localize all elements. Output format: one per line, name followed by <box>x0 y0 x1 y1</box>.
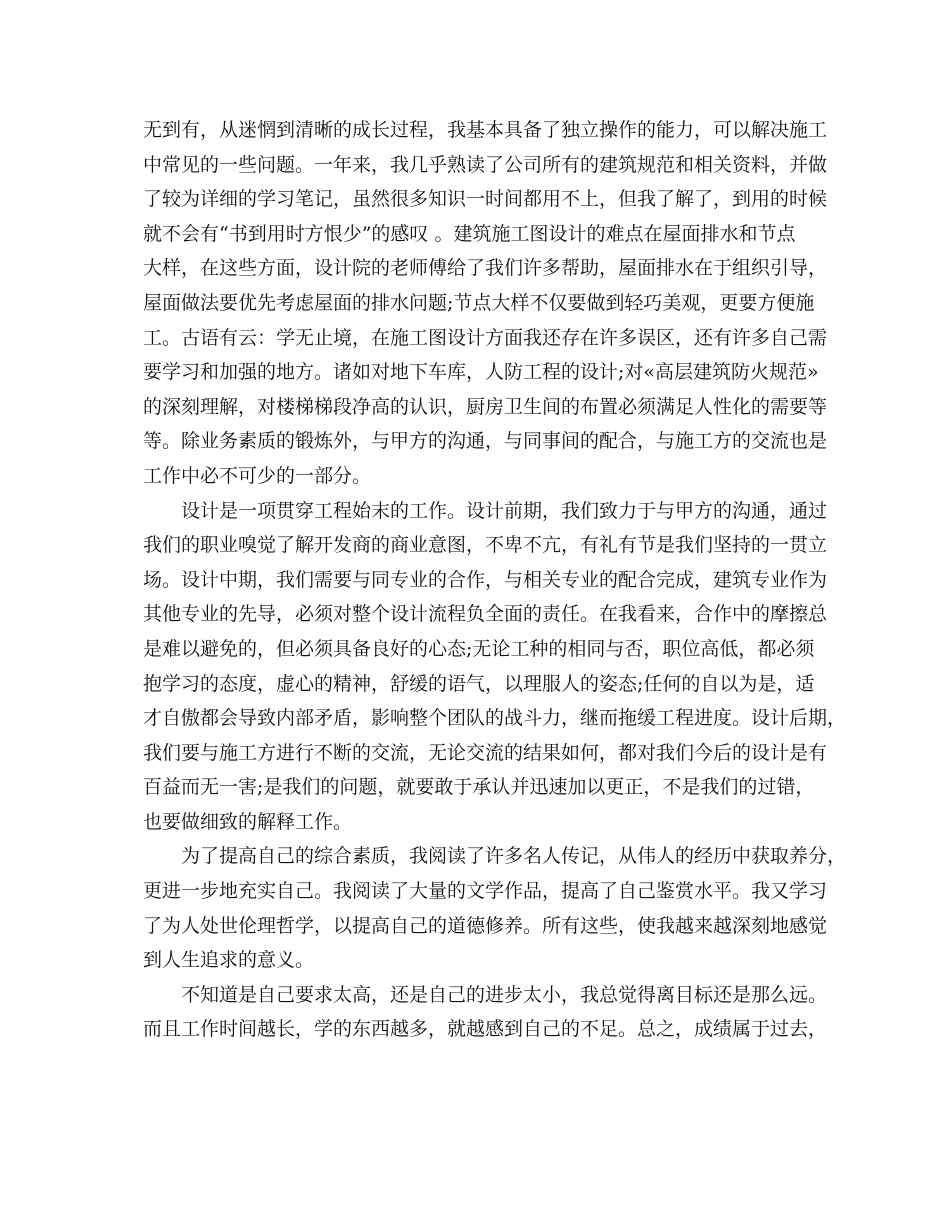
text-line: 才自傲都会导致内部矛盾，影响整个团队的战斗力，继而拖缓工程进度。设计后期， <box>143 707 847 730</box>
text-line: 而且工作时间越长，学的东西越多，就越感到自己的不足。总之，成绩属于过去， <box>143 1018 828 1041</box>
text-line: 百益而无一害;是我们的问题，就要敢于承认并迅速加以更正，不是我们的过错， <box>143 776 815 799</box>
document-body <box>143 113 847 1047</box>
text-line: 是难以避免的，但必须具备良好的心态;无论工种的相同与否，职位高低，都必须 <box>143 637 815 660</box>
text-line: 工作中必不可少的一部分。 <box>143 464 372 487</box>
text-line: 我们的职业嗅觉了解开发商的商业意图，不卑不亢，有礼有节是我们坚持的一贯立 <box>143 534 828 557</box>
text-line: 无到有，从迷惘到清晰的成长过程，我基本具备了独立操作的能力，可以解决施工 <box>143 119 828 141</box>
text-line: 也要做细致的解释工作。 <box>143 810 353 833</box>
text-line: 等。除业务素质的锻炼外，与甲方的沟通，与同事间的配合，与施工方的交流也是 <box>143 430 828 453</box>
text-line: 中常见的一些问题。一年来，我几乎熟读了公司所有的建筑规范和相关资料，并做 <box>143 153 828 176</box>
text-line: 我们要与施工方进行不断的交流，无论交流的结果如何，都对我们今后的设计是有 <box>143 741 828 764</box>
text-line: 为了提高自己的综合素质，我阅读了许多名人传记，从伟人的经历中获取养分， <box>181 845 847 868</box>
text-line: 到人生追求的意义。 <box>143 949 315 972</box>
text-line: 场。设计中期，我们需要与同专业的合作，与相关专业的配合完成，建筑专业作为 <box>143 568 828 591</box>
text-line: 的深刻理解，对楼梯梯段净高的认识，厨房卫生间的布置必须满足人性化的需要等 <box>143 395 828 418</box>
text-line: 了为人处世伦理哲学，以提高自己的道德修养。所有这些，使我越来越深刻地感觉 <box>143 914 828 937</box>
text-line: 屋面做法要优先考虑屋面的排水问题;节点大样不仅要做到轻巧美观，更要方便施 <box>143 291 815 314</box>
text-line: 要学习和加强的地方。诸如对地下车库，人防工程的设计;对«高层建筑防火规范» <box>143 361 819 384</box>
text-line: 不知道是自己要求太高，还是自己的进步太小，我总觉得离目标还是那么远。 <box>181 983 828 1006</box>
text-line: 就不会有“书到用时方恨少”的感叹 。建筑施工图设计的难点在屋面排水和节点 <box>143 222 796 245</box>
text-line: 了较为详细的学习笔记，虽然很多知识一时间都用不上，但我了解了，到用的时候 <box>143 188 828 211</box>
text-line: 更进一步地充实自己。我阅读了大量的文学作品，提高了自己鉴赏水平。我又学习 <box>143 880 828 903</box>
text-line: 其他专业的先导，必须对整个设计流程负全面的责任。在我看来，合作中的摩擦总 <box>143 603 828 626</box>
text-line: 大样，在这些方面，设计院的老师傅给了我们许多帮助，屋面排水在于组织引导， <box>143 257 828 280</box>
text-line: 设计是一项贯穿工程始末的工作。设计前期，我们致力于与甲方的沟通，通过 <box>181 499 828 522</box>
text-line: 抱学习的态度，虚心的精神，舒缓的语气，以理服人的姿态;任何的自以为是，适 <box>143 672 815 695</box>
text-line: 工。古语有云：学无止境，在施工图设计方面我还存在许多误区，还有许多自己需 <box>143 326 828 349</box>
